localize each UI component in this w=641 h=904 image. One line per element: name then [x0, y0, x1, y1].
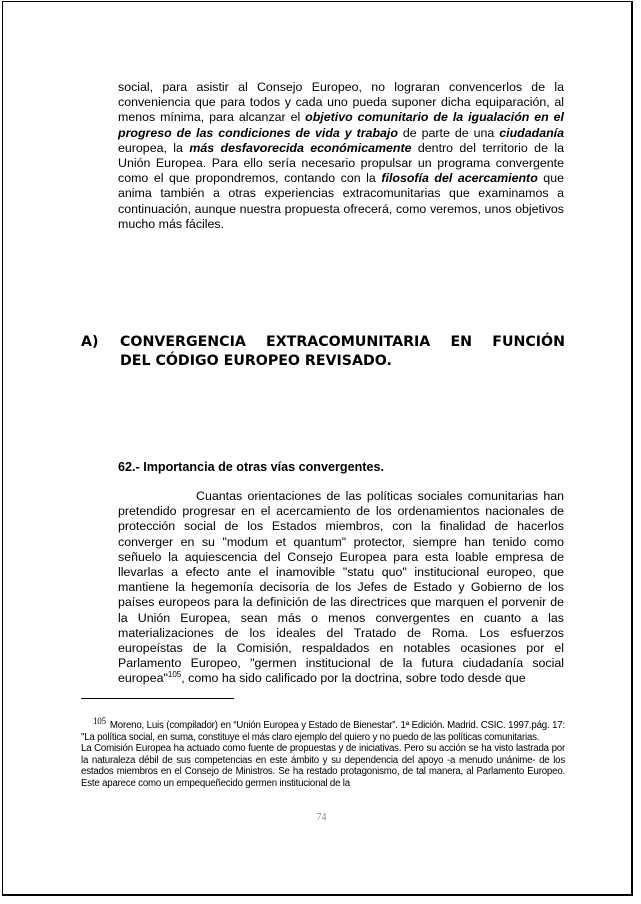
paragraph-2-text: Cuantas orientaciones de las políticas sociales comunitarias han pretendido progresar en el acercamiento de los ordenamientos nacionales de protección social de los Estados miembros, con la finalidad de hacerlos converger en su "modum et quantum" protector, siempre han tenido como señuelo la aquiescencia del Consejo Europea para esta loable empresa de llevarlas a efecto ante el inamovible "statu quo" institucional europeo, que mantiene la hegemonía decisoria de los Jefes de Estado y Gobierno de los países europeos para la definición de las directrices que marquen el porvenir de la Unión Europea, sean más o menos convergentes en cuanto a las materializaciones de los ideales del Tratado de Roma. Los esfuerzos europeístas de la Comisión, respaldados en notables ocasiones por el Parlamento Europeo, "germen institucional de la futura ciudadanía social europea"	[118, 489, 564, 686]
emphasis-text: filosofía del acercamiento	[381, 171, 538, 186]
footnote-paragraph-2: La Comisión Europea ha actuado como fuente de propuestas y de iniciativas. Pero su acción se ha visto lastrada por la naturaleza débil de sus competencias en este ámbito y su dependencia del apoyo -a menudo unánime- de los estados miembros en el Consejo de Ministros. Se ha restado protagonismo, de tal manera, al Parlamento Europeo. Este aparece como un empequeñecido germen institucional de la	[81, 743, 565, 789]
section-title	[120, 333, 565, 371]
footnote-paragraph-1	[81, 716, 565, 743]
emphasis-text: ciudadanía	[499, 125, 564, 140]
body-paragraph-1	[118, 80, 564, 232]
section-title-line-1: CONVERGENCIA EXTRACOMUNITARIA EN FUNCIÓN	[120, 334, 565, 350]
paragraph-text: social, para asistir al Consejo Europeo, no lograran convencerlos de la conveniencia que para todos y cada uno pueda suponer dicha equiparación, al menos mínima, para alcanzar el	[118, 80, 564, 125]
paragraph-2-tail: , como ha sido calificado por la doctrina, sobre todo desde que	[181, 671, 526, 686]
footnote	[81, 716, 565, 790]
footnote-reference[interactable]: 105	[167, 670, 182, 680]
paragraph-text: que anima también a otras experiencias extracomunitarias que examinamos a continuación, aunque nuestra propuesta ofrecerá, como veremos, unos objetivos mucho más fáciles.	[118, 171, 564, 231]
section-title-line-2: DEL CÓDIGO EUROPEO REVISADO.	[120, 353, 392, 369]
section-letter: A)	[81, 334, 99, 350]
footnote-number: 105	[93, 716, 106, 726]
emphasis-text: objetivo comunitario de la igualación en el progreso de las condiciones de vida y trabajo	[118, 110, 564, 140]
footnote-separator	[81, 698, 234, 699]
document-page	[2, 1, 633, 896]
page-number: 74	[316, 812, 327, 823]
paragraph-text: de parte de una	[397, 125, 500, 140]
paragraph-text: dentro del territorio de la Unión Europea. Para ello sería necesario propulsar un programa convergente como el que propondremos, contando con la	[118, 140, 564, 186]
emphasis-text: más desfavorecida económicamente	[189, 140, 412, 155]
paragraph-text: europea, la	[118, 140, 190, 155]
footnote-text-1: Moreno, Luis (compilador) en “Unión Europea y Estado de Bienestar”. 1ª Edición. Madrid. CSIC. 1997.pág. 17: "La política social, en suma, constituye el más claro ejemplo del quiero y no puedo de las políticas comunitarias.	[81, 720, 565, 743]
subsection-heading: 62.- Importancia de otras vías convergentes.	[118, 460, 384, 474]
body-paragraph-2	[118, 489, 564, 687]
